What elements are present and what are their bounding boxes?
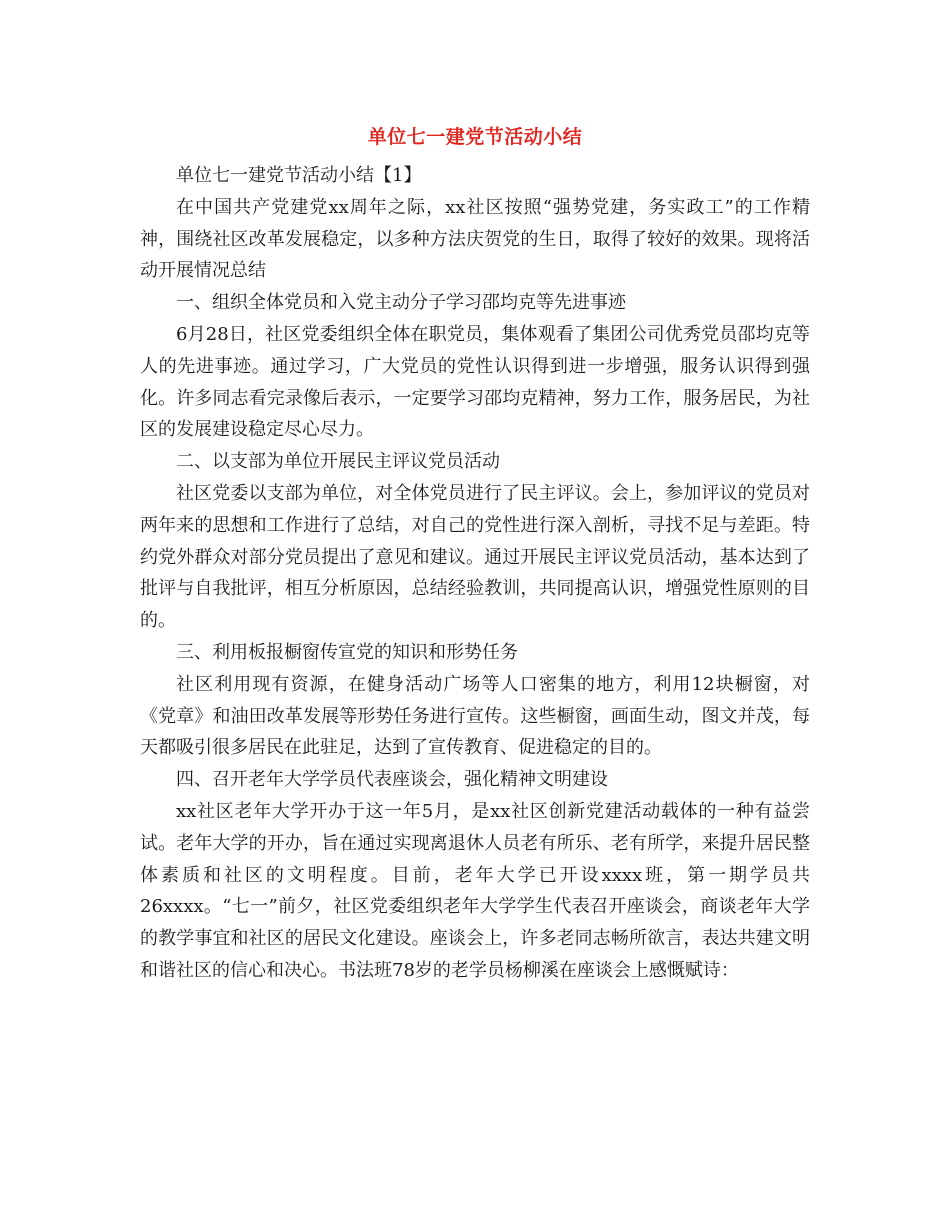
- paragraph-section-4: xx社区老年大学开办于这一年5月，是xx社区创新党建活动载体的一种有益尝试。老年大学的开办，旨在通过实现离退休人员老有所乐、老有所学，来提升居民整体素质和社区的文明程度。目前，老年大学已开设xxxx班，第一期学员共26xxxx。“七一”前夕，社区党委组织老年大学学生代表召开座谈会，商谈老年大学的教学事宜和社区的居民文化建设。座谈会上，许多老同志畅所欲言，表达共建文明和谐社区的信心和决心。书法班78岁的老学员杨柳溪在座谈会上感慨赋诗：: [140, 800, 810, 981]
- document-title: 单位七一建党节活动小结: [367, 126, 583, 148]
- section-heading-4: 四、召开老年大学学员代表座谈会，强化精神文明建设: [176, 769, 608, 791]
- section-heading-2: 二、以支部为单位开展民主评议党员活动: [176, 451, 500, 473]
- paragraph-section-3: 社区利用现有资源，在健身活动广场等人口密集的地方，利用12块橱窗，对《党章》和油田改革发展等形势任务进行宣传。这些橱窗，画面生动，图文并茂，每天都吸引很多居民在此驻足，达到了宣传教育、促进稳定的目的。: [140, 673, 810, 759]
- paragraph-section-2: 社区党委以支部为单位，对全体党员进行了民主评议。会上，参加评议的党员对两年来的思想和工作进行了总结，对自己的党性进行深入剖析，寻找不足与差距。特约党外群众对部分党员提出了意见和建议。通过开展民主评议党员活动，基本达到了批评与自我批评，相互分析原因，总结经验教训，共同提高认识，增强党性原则的目的。: [140, 482, 810, 632]
- paragraph-heading-1: 单位七一建党节活动小结【1】: [176, 165, 422, 186]
- section-heading-1: 一、组织全体党员和入党主动分子学习邵均克等先进事迹: [176, 292, 626, 314]
- paragraph-intro: 在中国共产党建党xx周年之际，xx社区按照“强势党建，务实政工”的工作精神，围绕社区改革发展稳定，以多种方法庆贺党的生日，取得了较好的效果。现将活动开展情况总结: [140, 196, 810, 282]
- section-heading-3: 三、利用板报橱窗传宣党的知识和形势任务: [176, 641, 518, 663]
- paragraph-section-1: 6月28日，社区党委组织全体在职党员，集体观看了集团公司优秀党员邵均克等人的先进事迹。通过学习，广大党员的党性认识得到进一步增强，服务认识得到强化。许多同志看完录像后表示，一定要学习邵均克精神，努力工作，服务居民，为社区的发展建设稳定尽心尽力。: [140, 323, 810, 441]
- document-body: [140, 160, 810, 987]
